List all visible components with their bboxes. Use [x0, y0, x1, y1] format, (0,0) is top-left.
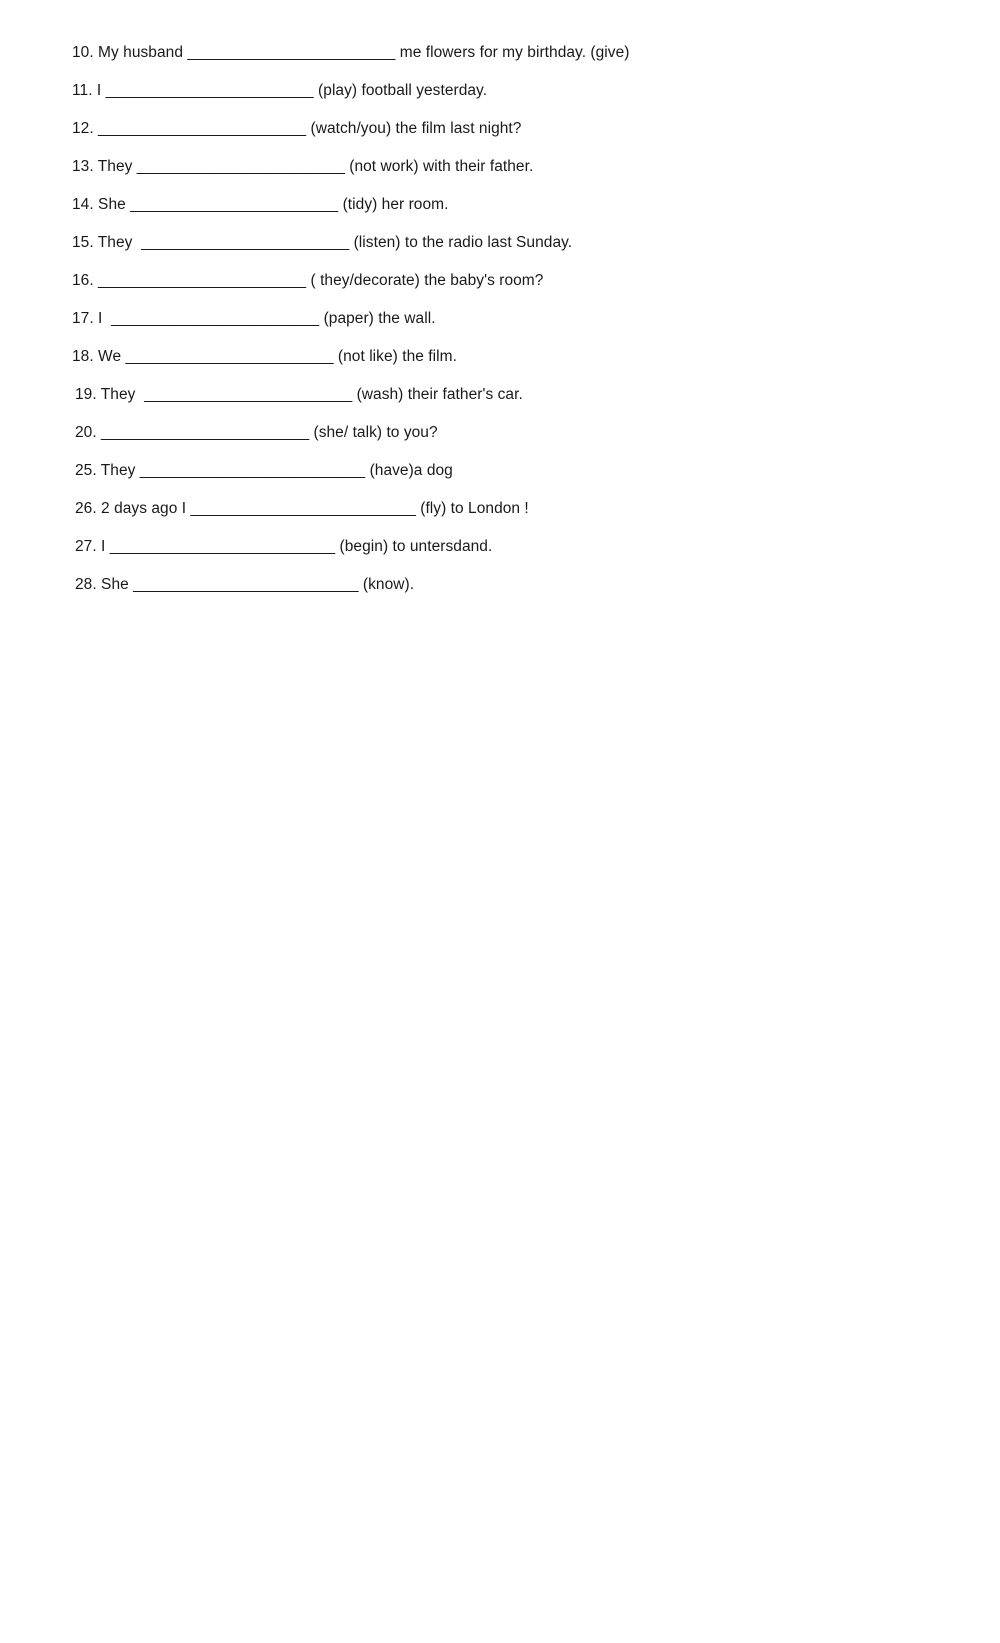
- exercise-line-14: 14. She ________________________ (tidy) her room.: [72, 196, 449, 213]
- exercise-line-11: 11. I ________________________ (play) football yesterday.: [72, 82, 488, 99]
- exercise-line-18: 18. We ________________________ (not like) the film.: [72, 348, 457, 365]
- exercise-line-20: 20. ________________________ (she/ talk) to you?: [75, 424, 438, 441]
- exercise-line-16: 16. ________________________ ( they/decorate) the baby's room?: [72, 272, 544, 289]
- exercise-line-26: 26. 2 days ago I __________________________ (fly) to London !: [75, 500, 529, 517]
- exercise-line-28: 28. She __________________________ (know).: [75, 576, 415, 593]
- exercise-line-27: 27. I __________________________ (begin) to untersdand.: [75, 538, 493, 555]
- exercise-line-12: 12. ________________________ (watch/you) the film last night?: [72, 120, 522, 137]
- exercise-line-25: 25. They __________________________ (have)a dog: [75, 462, 453, 479]
- exercise-line-17: 17. I ________________________ (paper) the wall.: [72, 310, 436, 327]
- exercise-line-19: 19. They ________________________ (wash) their father's car.: [75, 386, 523, 403]
- exercise-line-13: 13. They ________________________ (not work) with their father.: [72, 158, 534, 175]
- exercise-line-10: 10. My husband ________________________ me flowers for my birthday. (give): [72, 44, 630, 61]
- exercise-line-15: 15. They ________________________ (listen) to the radio last Sunday.: [72, 234, 573, 251]
